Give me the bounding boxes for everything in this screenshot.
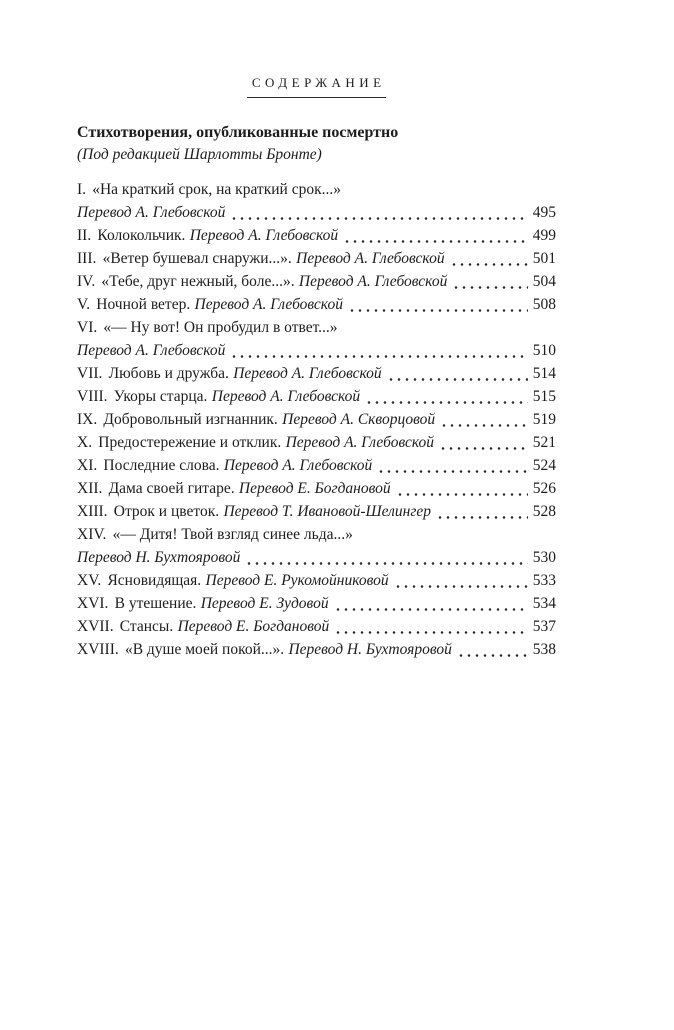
dot-leader [360, 385, 533, 408]
entry-translator: Перевод А. Глебовской [189, 227, 339, 244]
page-number: 495 [532, 204, 556, 221]
entry-text [77, 592, 329, 615]
entry-title: Стансы. [119, 618, 174, 635]
entry-numeral: VI. [77, 319, 98, 336]
toc-line [77, 339, 556, 362]
entry-text [77, 615, 329, 638]
toc-line [77, 592, 556, 615]
entry-translator: Перевод А. Глебовской [194, 296, 343, 313]
entry-title: Добровольный изгнанник. [103, 411, 278, 428]
toc-line [77, 500, 556, 523]
entry-title: «— Дитя! Твой взгляд синее льда...» [112, 526, 353, 543]
entry-text [77, 224, 338, 247]
entry-text [77, 523, 357, 546]
page-number: 537 [532, 618, 556, 635]
dot-leader [329, 615, 532, 638]
dot-leader [431, 500, 533, 523]
entry-title: В утешение. [114, 595, 197, 612]
entry-numeral: XVII. [77, 618, 114, 635]
entry-title: Дама своей гитаре. [108, 480, 235, 497]
entry-numeral: II. [77, 227, 92, 244]
entry-numeral: XII. [77, 480, 103, 497]
entry-translator: Перевод А. Глебовской [296, 250, 445, 267]
toc-line [77, 178, 556, 201]
entry-title: Любовь и дружба. [108, 365, 229, 382]
toc-line [77, 385, 556, 408]
toc-line [77, 638, 556, 661]
page-number: 533 [532, 572, 556, 589]
entry-title: Ясновидящая. [107, 572, 202, 589]
toc-line [77, 477, 556, 500]
entry-translator: Перевод А. Глебовской [211, 388, 361, 405]
entry-numeral: VIII. [77, 388, 108, 405]
entry-numeral: XV. [77, 572, 102, 589]
entry-title: Укоры старца. [113, 388, 208, 405]
page-number: 528 [532, 503, 556, 520]
dot-leader [372, 454, 532, 477]
entry-title: Предостережение и отклик. [98, 434, 282, 451]
dot-leader [435, 408, 533, 431]
entry-numeral: IX. [77, 411, 98, 428]
entry-translator: Перевод Н. Бухтояровой [77, 549, 241, 566]
dot-leader [445, 247, 533, 270]
dot-leader [329, 592, 533, 615]
entry-title: Колокольчик. [97, 227, 186, 244]
toc-line [77, 408, 556, 431]
entry-title: Отрок и цветок. [113, 503, 220, 520]
page-number: 519 [532, 411, 556, 428]
dot-leader [225, 339, 532, 362]
entry-numeral: III. [77, 250, 97, 267]
page-number: 524 [532, 457, 556, 474]
toc-header [77, 74, 556, 98]
entry-text [77, 270, 447, 293]
toc-line [77, 615, 556, 638]
dot-leader [391, 477, 533, 500]
entry-title: Ночной ветер. [96, 296, 191, 313]
entry-translator: Перевод А. Глебовской [77, 204, 226, 221]
page-number: 504 [532, 273, 556, 290]
dot-leader [343, 293, 533, 316]
entry-translator: Перевод Т. Ивановой-Шелингер [223, 503, 432, 520]
entry-title: «Тебе, друг нежный, боле...». [101, 273, 295, 290]
entry-translator: Перевод А. Глебовской [285, 434, 435, 451]
entry-translator: Перевод Е. Богдановой [238, 480, 391, 497]
toc-line [77, 224, 556, 247]
page-title: СОДЕРЖАНИЕ [247, 75, 385, 98]
dot-leader [240, 546, 532, 569]
page-number: 526 [532, 480, 556, 497]
entry-text [77, 178, 345, 201]
toc-line [77, 546, 556, 569]
page-number: 510 [532, 342, 556, 359]
entry-numeral: VII. [77, 365, 103, 382]
toc-line [77, 431, 556, 454]
entry-translator: Перевод Н. Бухтояровой [288, 641, 452, 658]
entry-text [77, 431, 434, 454]
entry-text [77, 201, 225, 224]
dot-leader [447, 270, 532, 293]
entry-text [77, 454, 372, 477]
entry-translator: Перевод Е. Зудовой [200, 595, 329, 612]
toc-line [77, 569, 556, 592]
entry-numeral: XI. [77, 457, 98, 474]
toc-line [77, 270, 556, 293]
entry-text [77, 339, 225, 362]
entry-title: «Ветер бушевал снаружи...». [102, 250, 292, 267]
page-number: 499 [532, 227, 556, 244]
entry-numeral: XVI. [77, 595, 109, 612]
entry-text [77, 477, 391, 500]
page-number: 515 [532, 388, 556, 405]
entry-translator: Перевод А. Скворцовой [282, 411, 436, 428]
toc-line [77, 523, 556, 546]
entry-title: Последние слова. [103, 457, 220, 474]
entry-text [77, 569, 389, 592]
entry-numeral: XIII. [77, 503, 108, 520]
entry-numeral: I. [77, 181, 87, 198]
entry-text [77, 362, 382, 385]
page-number: 538 [532, 641, 556, 658]
toc-line [77, 247, 556, 270]
toc-line [77, 316, 556, 339]
entry-text [77, 293, 343, 316]
entry-numeral: XIV. [77, 526, 107, 543]
dot-leader [434, 431, 533, 454]
entry-title: «— Ну вот! Он пробудил в ответ...» [103, 319, 338, 336]
dot-leader [382, 362, 533, 385]
entry-numeral: V. [77, 296, 91, 313]
page-number: 508 [532, 296, 556, 313]
entry-text [77, 316, 342, 339]
entry-numeral: X. [77, 434, 93, 451]
toc-line [77, 201, 556, 224]
entry-translator: Перевод А. Глебовской [77, 342, 226, 359]
page-number: 514 [532, 365, 556, 382]
entry-title: «На краткий срок, на краткий срок...» [92, 181, 341, 198]
entry-text [77, 247, 445, 270]
dot-leader [338, 224, 533, 247]
toc-list [77, 178, 556, 661]
page-number: 501 [532, 250, 556, 267]
page-number: 534 [532, 595, 556, 612]
entry-translator: Перевод А. Глебовской [223, 457, 373, 474]
toc-line [77, 454, 556, 477]
entry-title: «В душе моей покой...». [124, 641, 285, 658]
entry-text [77, 500, 431, 523]
section-subtitle: (Под редакцией Шарлотты Бронте) [77, 146, 322, 163]
toc-line [77, 293, 556, 316]
toc-line [77, 362, 556, 385]
page-number: 530 [532, 549, 556, 566]
entry-text [77, 408, 435, 431]
entry-translator: Перевод А. Глебовской [298, 273, 448, 290]
entry-translator: Перевод А. Глебовской [233, 365, 382, 382]
entry-numeral: XVIII. [77, 641, 119, 658]
entry-text [77, 546, 240, 569]
dot-leader [389, 569, 533, 592]
entry-text [77, 638, 452, 661]
entry-translator: Перевод Е. Богдановой [177, 618, 330, 635]
entry-translator: Перевод Е. Рукомойниковой [205, 572, 389, 589]
dot-leader [452, 638, 533, 661]
dot-leader [225, 201, 532, 224]
section-title: Стихотворения, опубликованные посмертно [77, 124, 399, 141]
entry-numeral: IV. [77, 273, 96, 290]
page-number: 521 [532, 434, 556, 451]
entry-text [77, 385, 360, 408]
